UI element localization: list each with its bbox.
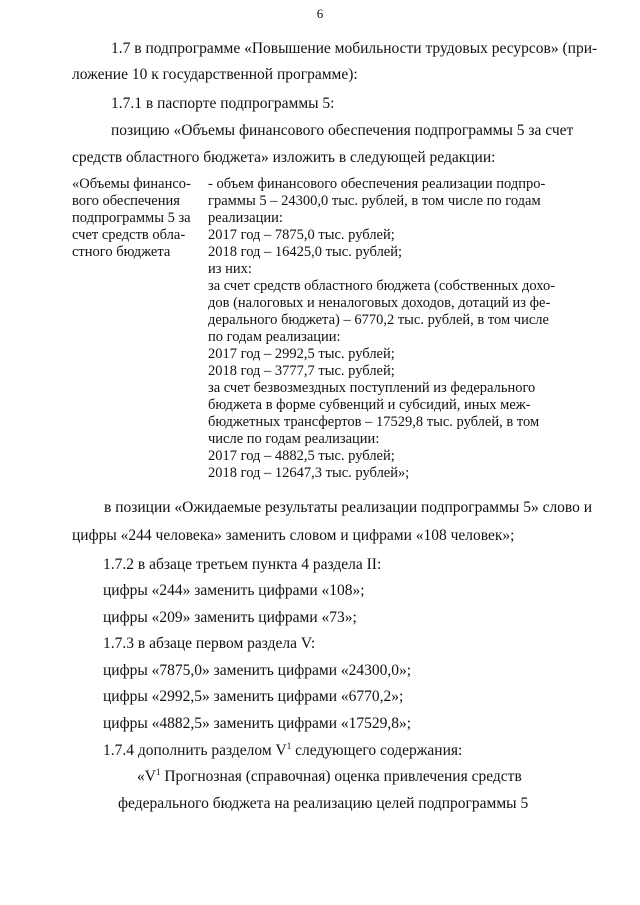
paragraph-line: ложение 10 к государственной программе): — [72, 66, 358, 83]
paragraph-line: в позиции «Ожидаемые результаты реализации подпрограммы 5» слово и — [104, 499, 593, 516]
table-right-line: бюджета в форме субвенций и субсидий, иных меж- — [208, 397, 531, 413]
paragraph-line: цифры «4882,5» заменить цифрами «17529,8»; — [103, 715, 412, 732]
paragraph-line: цифры «7875,0» заменить цифрами «24300,0»; — [103, 662, 412, 679]
table-right-line: реализации: — [208, 210, 283, 226]
page-number: 6 — [316, 6, 324, 21]
table-left-line: подпрограммы 5 за — [72, 210, 191, 226]
section-174-superscript: 1 — [286, 741, 292, 751]
paragraph-line: 1.7 в подпрограмме «Повышение мобильности трудовых ресурсов» (при- — [111, 40, 598, 57]
paragraph-line: цифры «244» заменить цифрами «108»; — [103, 582, 365, 599]
table-left-line: «Объемы финансо- — [72, 176, 191, 192]
paragraph-line: 1.7.3 в абзаце первом раздела V: — [103, 635, 316, 652]
table-right-line: числе по годам реализации: — [208, 431, 380, 447]
section-174-line — [103, 742, 462, 760]
heading-prefix: «V — [137, 768, 156, 785]
paragraph-line: 1.7.2 в абзаце третьем пункта 4 раздела II: — [103, 556, 382, 573]
table-right-line: 2018 год – 16425,0 тыс. рублей; — [208, 244, 403, 260]
section-heading-line-1 — [137, 768, 522, 786]
table-right-line: бюджетных трансфертов – 17529,8 тыс. рублей, в том — [208, 414, 540, 430]
paragraph-line: цифры «209» заменить цифрами «73»; — [103, 609, 357, 626]
paragraph-line: средств областного бюджета» изложить в следующей редакции: — [72, 149, 496, 166]
table-right-line: - объем финансового обеспечения реализации подпро- — [208, 176, 546, 192]
table-right-line: 2018 год – 12647,3 тыс. рублей»; — [208, 465, 410, 481]
section-174-suffix: следующего содержания: — [291, 742, 463, 759]
table-right-line: за счет безвозмездных поступлений из федерального — [208, 380, 536, 396]
section-174-prefix: 1.7.4 дополнить разделом V — [103, 742, 287, 759]
table-right-line: 2017 год – 2992,5 тыс. рублей; — [208, 346, 395, 362]
table-right-line: из них: — [208, 261, 252, 277]
paragraph-line: позицию «Объемы финансового обеспечения подпрограммы 5 за счет — [111, 122, 574, 139]
paragraph-line: 1.7.1 в паспорте подпрограммы 5: — [111, 95, 335, 112]
table-right-line: дерального бюджета) – 6770,2 тыс. рублей, в том числе — [208, 312, 549, 328]
heading-superscript: 1 — [155, 767, 161, 777]
table-right-line: граммы 5 – 24300,0 тыс. рублей, в том числе по годам — [208, 193, 541, 209]
table-right-line: 2017 год – 4882,5 тыс. рублей; — [208, 448, 395, 464]
table-right-line: 2017 год – 7875,0 тыс. рублей; — [208, 227, 395, 243]
table-left-line: стного бюджета — [72, 244, 171, 260]
section-heading-line-2: федерального бюджета на реализацию целей подпрограммы 5 — [118, 795, 529, 812]
table-left-line: счет средств обла- — [72, 227, 186, 243]
paragraph-line: цифры «2992,5» заменить цифрами «6770,2»; — [103, 688, 404, 705]
paragraph-line: цифры «244 человека» заменить словом и цифрами «108 человек»; — [72, 527, 515, 544]
table-right-line: по годам реализации: — [208, 329, 341, 345]
table-left-column — [72, 176, 204, 261]
table-right-line: 2018 год – 3777,7 тыс. рублей; — [208, 363, 395, 379]
table-right-line: за счет средств областного бюджета (собственных дохо- — [208, 278, 556, 294]
table-right-line: дов (налоговых и неналоговых доходов, дотаций из фе- — [208, 295, 551, 311]
table-right-column — [208, 176, 600, 482]
heading-text: Прогнозная (справочная) оценка привлечения средств — [160, 768, 522, 785]
table-left-line: вого обеспечения — [72, 193, 180, 209]
